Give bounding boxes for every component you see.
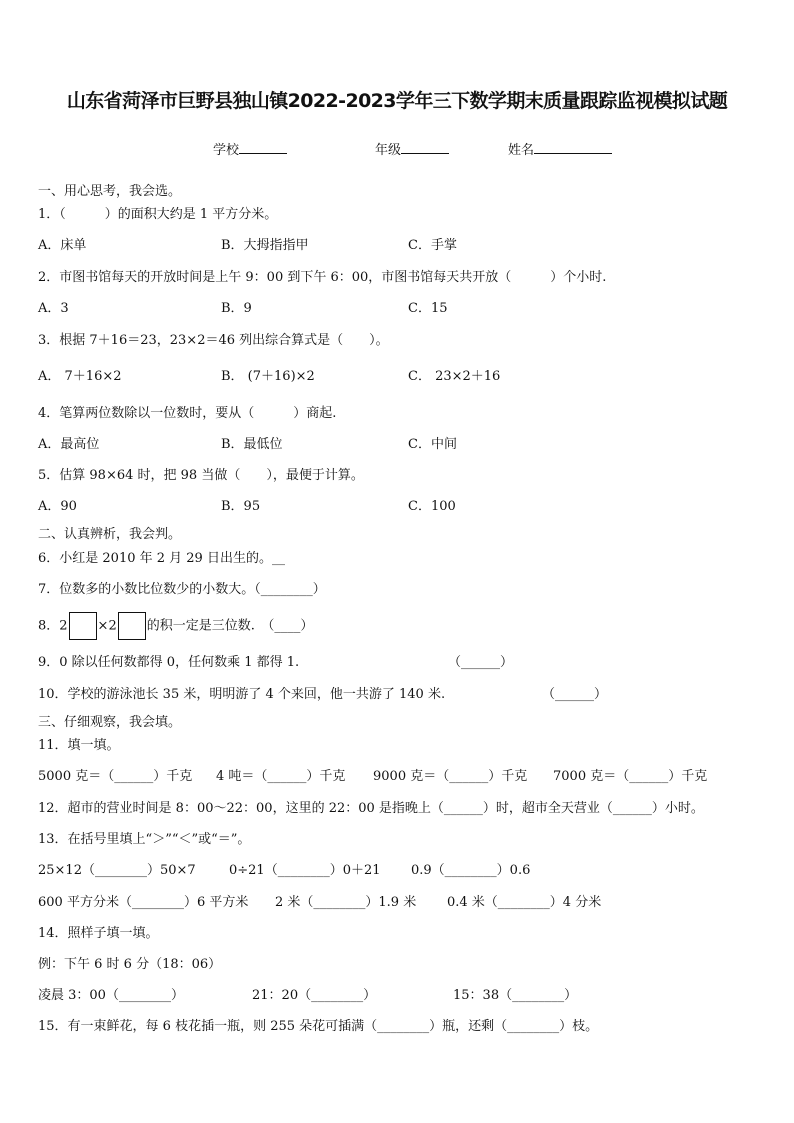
question-5-option-c[interactable]: C．100 <box>408 499 456 514</box>
grade-field[interactable] <box>375 139 449 158</box>
question-14-stem: 14．照样子填一填。 <box>38 926 159 941</box>
question-1-option-a[interactable]: A．床单 <box>38 238 87 253</box>
question-1-stem: 1．（ ）的面积大约是 1 平方分米。 <box>38 207 278 222</box>
question-3-option-c[interactable]: C． 23×2＋16 <box>408 369 501 384</box>
question-2-option-c[interactable]: C．15 <box>408 301 448 316</box>
section-heading-1: 一、用心思考，我会选。 <box>38 184 182 199</box>
question-11-item-3[interactable]: 9000 克＝（______）千克 <box>373 769 528 784</box>
question-13-row2-item-3[interactable]: 0.4 米（________）4 分米 <box>447 895 602 910</box>
page-title: 山东省菏泽市巨野县独山镇2022-2023学年三下数学期末质量跟踪监视模拟试题 <box>66 90 728 112</box>
digit-box-2[interactable] <box>118 612 146 640</box>
question-10-answer[interactable]: （______） <box>542 687 608 702</box>
name-blank[interactable] <box>534 141 612 154</box>
question-8-number: 8．2 <box>38 618 68 634</box>
question-2-stem: 2．市图书馆每天的开放时间是上午 9：00 到下午 6：00，市图书馆每天共开放（ ）个小时. <box>38 270 607 285</box>
question-1-option-b[interactable]: B．大拇指指甲 <box>221 238 309 253</box>
question-14-example: 例：下午 6 时 6 分（18：06） <box>38 957 222 972</box>
question-2-option-b[interactable]: B．9 <box>221 301 252 316</box>
section-heading-3: 三、仔细观察，我会填。 <box>38 715 182 730</box>
question-13-row1-item-2[interactable]: 0÷21（________）0＋21 <box>229 863 381 878</box>
question-11-item-2[interactable]: 4 吨＝（______）千克 <box>216 769 346 784</box>
school-field[interactable] <box>213 139 287 158</box>
question-11-item-1[interactable]: 5000 克＝（______）千克 <box>38 769 193 784</box>
grade-label: 年级 <box>375 143 402 158</box>
question-13-row2-item-1[interactable]: 600 平方分米（________）6 平方米 <box>38 895 249 910</box>
name-label: 姓名 <box>508 143 535 158</box>
question-10-text: 10．学校的游泳池长 35 米，明明游了 4 个来回，他一共游了 140 米. <box>38 687 446 702</box>
name-field[interactable] <box>508 139 612 158</box>
question-5-option-b[interactable]: B．95 <box>221 499 261 514</box>
school-blank[interactable] <box>239 141 287 154</box>
question-5-stem: 5．估算 98×64 时，把 98 当做（ ），最便于计算。 <box>38 468 364 483</box>
question-3-option-a[interactable]: A． 7＋16×2 <box>38 369 122 384</box>
question-14-item-2[interactable]: 21：20（________） <box>252 988 377 1003</box>
question-14-item-1[interactable]: 凌晨 3：00（________） <box>38 988 184 1003</box>
question-13-row1-item-3[interactable]: 0.9（________）0.6 <box>411 863 531 878</box>
question-1-option-c[interactable]: C．手掌 <box>408 238 457 253</box>
grade-blank[interactable] <box>401 141 449 154</box>
question-11-item-4[interactable]: 7000 克＝（______）千克 <box>553 769 708 784</box>
question-13-stem: 13．在括号里填上“＞”“＜”或“＝”。 <box>38 832 251 847</box>
question-3-stem: 3．根据 7＋16＝23，23×2＝46 列出综合算式是（ ）。 <box>38 333 389 348</box>
question-9-answer[interactable]: （______） <box>448 655 514 670</box>
question-4-option-a[interactable]: A．最高位 <box>38 437 100 452</box>
question-7: 7．位数多的小数比位数少的小数大。（________） <box>38 582 326 597</box>
question-6: 6．小红是 2010 年 2 月 29 日出生的。__ <box>38 551 285 566</box>
question-13-row1-item-1[interactable]: 25×12（________）50×7 <box>38 863 196 878</box>
question-4-option-b[interactable]: B．最低位 <box>221 437 283 452</box>
question-4-option-c[interactable]: C．中间 <box>408 437 457 452</box>
question-4-stem: 4．笔算两位数除以一位数时，要从（ ）商起. <box>38 406 337 421</box>
section-heading-2: 二、认真辨析，我会判。 <box>38 527 182 542</box>
question-11-stem: 11．填一填。 <box>38 738 120 753</box>
question-8-times: ×2 <box>97 618 117 634</box>
question-8-rest: 的积一定是三位数. （____） <box>146 618 314 634</box>
question-13-row2-item-2[interactable]: 2 米（________）1.9 米 <box>275 895 417 910</box>
question-8 <box>38 612 313 640</box>
question-15: 15．有一束鲜花，每 6 枝花插一瓶，则 255 朵花可插满（________）瓶，还剩（________）枝。 <box>38 1019 599 1034</box>
question-14-item-3[interactable]: 15：38（________） <box>453 988 578 1003</box>
digit-box-1[interactable] <box>69 612 97 640</box>
school-label: 学校 <box>213 143 240 158</box>
question-9-text: 9．0 除以任何数都得 0，任何数乘 1 都得 1. <box>38 655 300 670</box>
question-12: 12．超市的营业时间是 8：00～22：00，这里的 22：00 是指晚上（______）时，超市全天营业（______）小时。 <box>38 801 704 816</box>
question-3-option-b[interactable]: B． (7＋16)×2 <box>221 369 315 384</box>
question-2-option-a[interactable]: A．3 <box>38 301 69 316</box>
question-5-option-a[interactable]: A．90 <box>38 499 77 514</box>
